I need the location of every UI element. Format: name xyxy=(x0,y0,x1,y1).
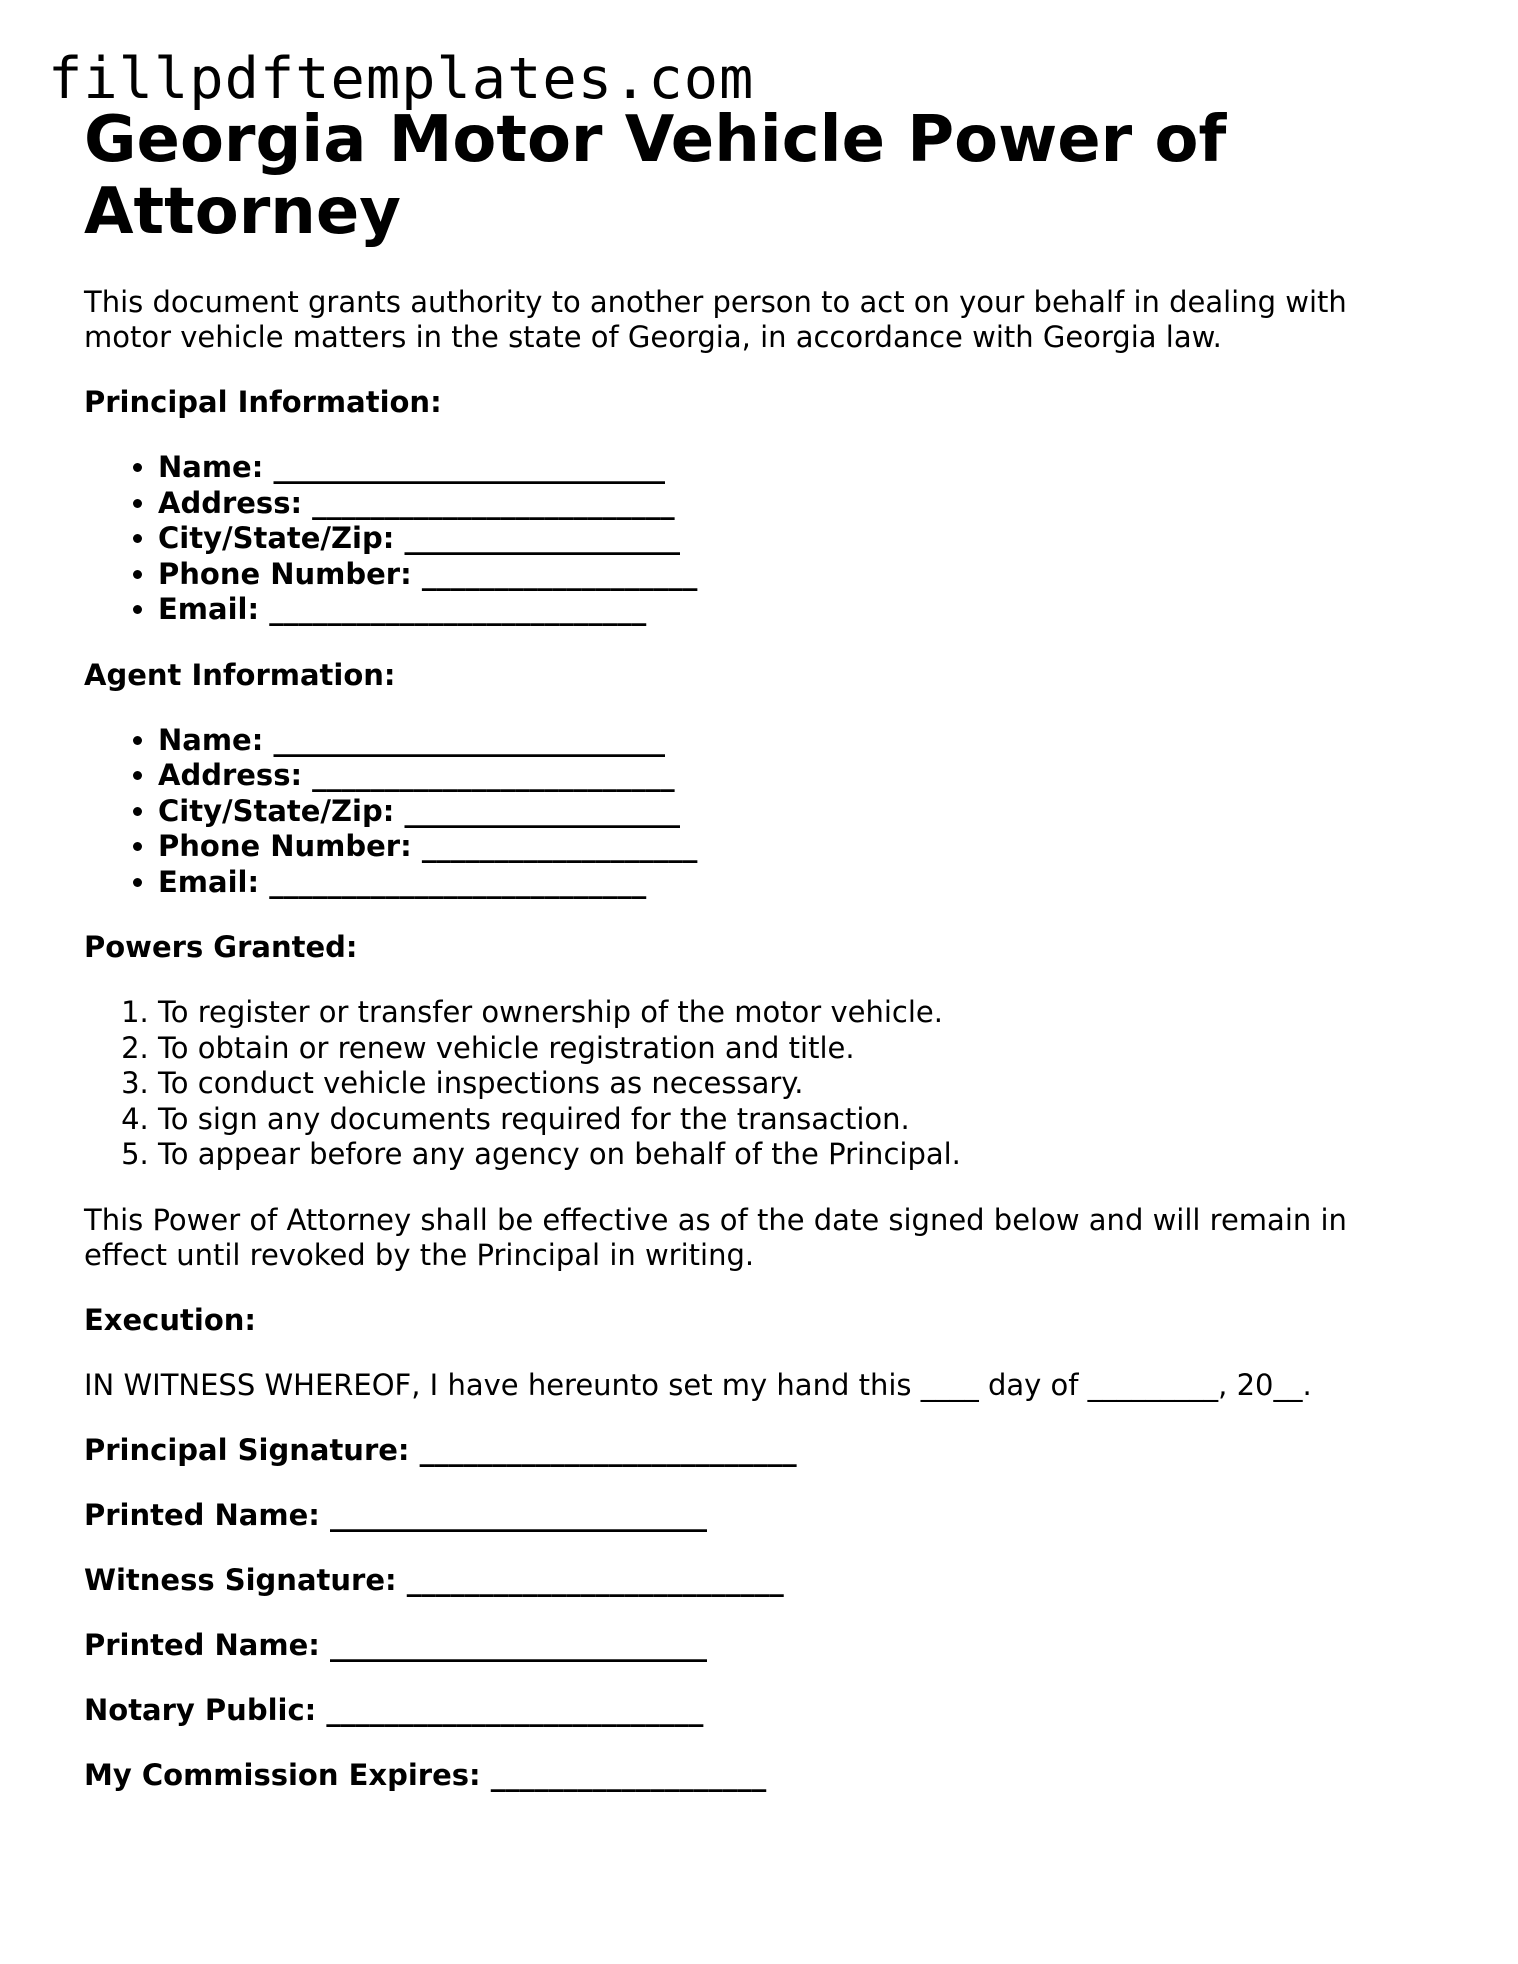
signature-label: Notary Public: xyxy=(84,1692,317,1727)
document-body xyxy=(84,104,1414,1793)
power-item: 1. To register or transfer ownership of the motor vehicle. xyxy=(158,995,1414,1031)
effective-paragraph: This Power of Attorney shall be effective as of the date signed below and will remain in effect until revoked by the Principal in writing. xyxy=(84,1202,1347,1272)
signature-label: Witness Signature: xyxy=(84,1562,397,1597)
field-blank[interactable]: __________________________ xyxy=(269,864,647,899)
site-watermark: fillpdftemplates.com xyxy=(48,46,755,112)
document-title: Georgia Motor Vehicle Power of Attorney xyxy=(84,103,1227,249)
field-blank[interactable]: ___________________________ xyxy=(273,722,665,757)
power-item: 3. To conduct vehicle inspections as necessary. xyxy=(158,1066,1414,1102)
signature-blank[interactable]: __________________________ xyxy=(406,1562,784,1597)
principal-phone-field[interactable] xyxy=(158,557,1414,593)
signature-blank[interactable]: __________________________ xyxy=(329,1627,707,1662)
witness-printed-name-line[interactable] xyxy=(84,1628,1414,1663)
field-label: Name: xyxy=(158,450,264,484)
field-blank[interactable]: ___________________________ xyxy=(273,450,665,484)
principal-fields-list xyxy=(84,450,1414,628)
principal-printed-name-line[interactable] xyxy=(84,1498,1414,1533)
signature-blank[interactable]: __________________________ xyxy=(326,1692,704,1727)
field-blank[interactable]: _________________________ xyxy=(312,758,675,792)
principal-city-field[interactable] xyxy=(158,521,1414,557)
signature-blank[interactable]: __________________________ xyxy=(419,1432,797,1467)
principal-email-field[interactable] xyxy=(158,592,1414,628)
agent-name-field[interactable] xyxy=(158,723,1414,759)
field-blank[interactable]: ___________________ xyxy=(421,829,698,863)
field-label: City/State/Zip: xyxy=(158,793,395,828)
agent-phone-field[interactable] xyxy=(158,829,1414,865)
field-blank[interactable]: ___________________ xyxy=(404,793,680,828)
principal-heading: Principal Information: xyxy=(84,385,442,419)
witness-signature-line[interactable] xyxy=(84,1563,1414,1598)
notary-public-line[interactable] xyxy=(84,1693,1414,1728)
witness-clause[interactable]: IN WITNESS WHEREOF, I have hereunto set my hand this ____ day of _________, 20__. xyxy=(84,1367,1312,1402)
field-label: Phone Number: xyxy=(158,556,412,591)
field-blank[interactable]: ___________________ xyxy=(421,556,698,591)
field-blank[interactable]: ___________________ xyxy=(404,521,680,555)
principal-name-field[interactable] xyxy=(158,450,1414,486)
powers-list xyxy=(84,995,1414,1173)
field-blank[interactable]: _________________________ xyxy=(312,485,675,520)
intro-paragraph: This document grants authority to another person to act on your behalf in dealing with motor vehicle matters in the state of Georgia, in accordance with Georgia law. xyxy=(84,285,1347,354)
signature-label: Principal Signature: xyxy=(84,1432,410,1467)
agent-heading: Agent Information: xyxy=(84,657,396,692)
signature-blank[interactable]: ___________________ xyxy=(490,1757,767,1792)
execution-heading: Execution: xyxy=(84,1302,256,1337)
signature-label: Printed Name: xyxy=(84,1497,320,1532)
signature-label: Printed Name: xyxy=(84,1627,320,1662)
principal-signature-line[interactable] xyxy=(84,1433,1414,1468)
agent-address-field[interactable] xyxy=(158,758,1414,794)
field-label: City/State/Zip: xyxy=(158,521,395,555)
signature-blank[interactable]: __________________________ xyxy=(329,1497,707,1532)
principal-address-field[interactable] xyxy=(158,486,1414,522)
agent-fields-list xyxy=(84,723,1414,901)
power-item: 2. To obtain or renew vehicle registration and title. xyxy=(158,1031,1414,1067)
powers-heading: Powers Granted: xyxy=(84,930,358,964)
power-item: 5. To appear before any agency on behalf of the Principal. xyxy=(158,1137,1414,1173)
field-blank[interactable]: __________________________ xyxy=(269,592,647,626)
agent-city-field[interactable] xyxy=(158,794,1414,830)
signature-label: My Commission Expires: xyxy=(84,1757,481,1792)
field-label: Email: xyxy=(158,592,260,626)
field-label: Address: xyxy=(158,485,303,520)
agent-email-field[interactable] xyxy=(158,865,1414,901)
field-label: Phone Number: xyxy=(158,829,412,863)
field-label: Email: xyxy=(158,864,260,899)
field-label: Address: xyxy=(158,758,303,792)
power-item: 4. To sign any documents required for the transaction. xyxy=(158,1102,1414,1138)
field-label: Name: xyxy=(158,722,264,757)
commission-expires-line[interactable] xyxy=(84,1758,1414,1793)
